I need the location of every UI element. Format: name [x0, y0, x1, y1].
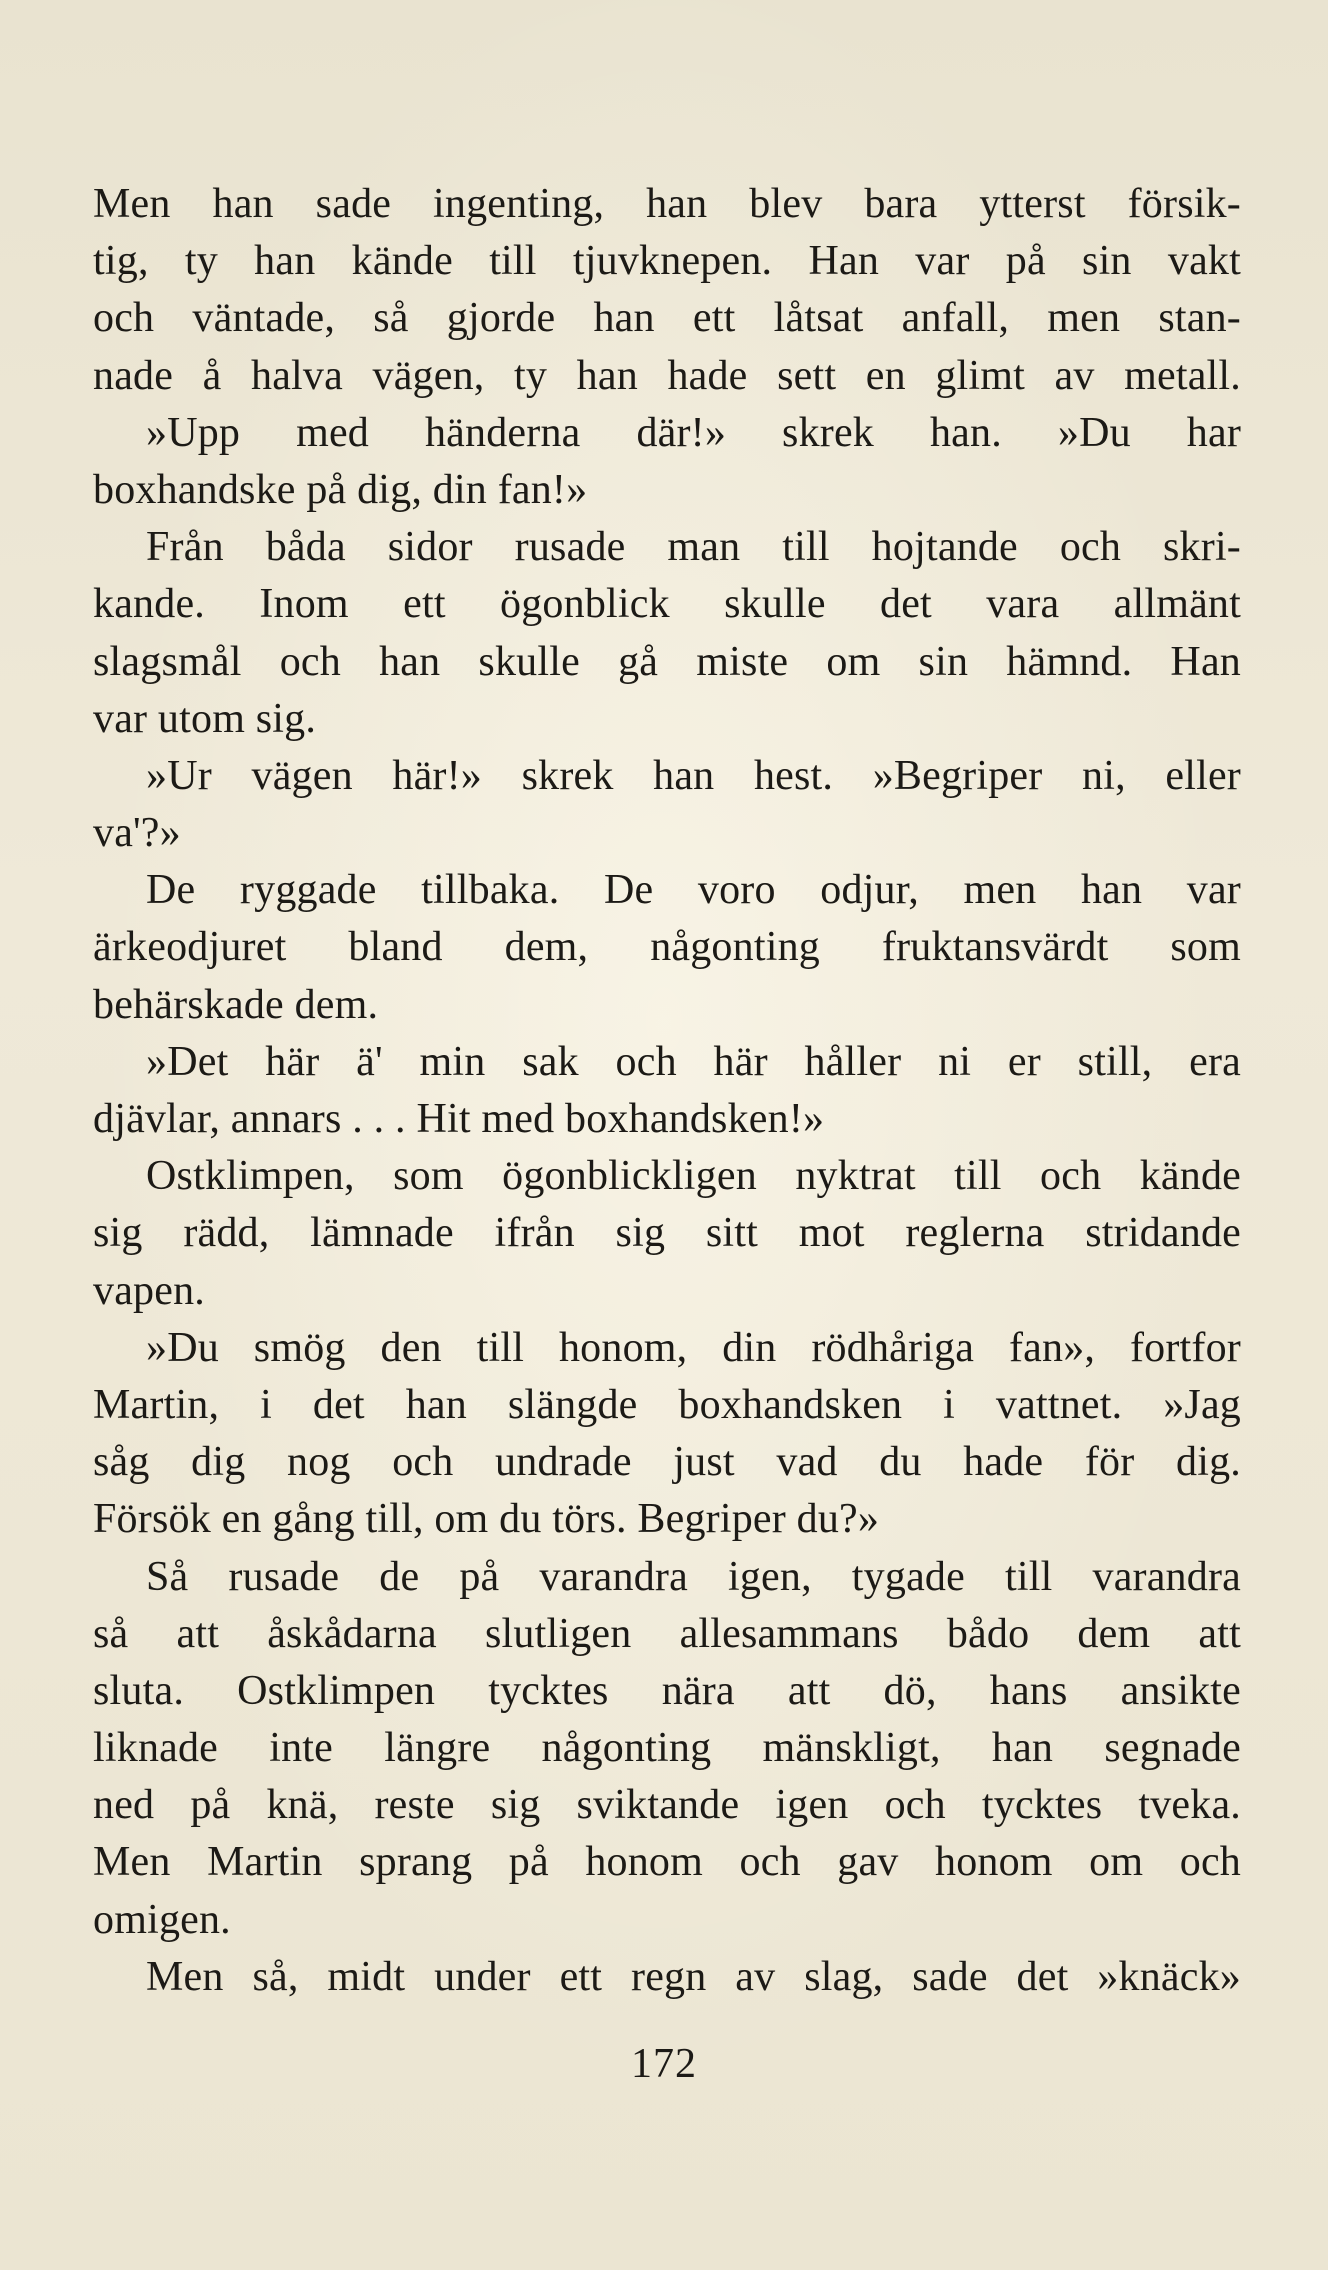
text-line: »Du smög den till honom, din rödhåriga fan», fortfor: [146, 1324, 1241, 1371]
text-line: och väntade, så gjorde han ett låtsat anfall, men stan-: [93, 295, 1241, 342]
text-line: Men han sade ingenting, han blev bara ytterst försik-: [93, 181, 1241, 227]
text-line: ned på knä, reste sig sviktande igen och tycktes tveka.: [93, 1782, 1241, 1829]
text-line: Ostklimpen, som ögonblickligen nyktrat till och kände: [146, 1153, 1241, 1200]
text-line: va'?»: [93, 810, 181, 857]
text-line: djävlar, annars . . . Hit med boxhandsken!»: [93, 1096, 825, 1142]
text-line: nade å halva vägen, ty han hade sett en glimt av metall.: [93, 352, 1241, 399]
text-line: såg dig nog och undrade just vad du hade för dig.: [93, 1439, 1241, 1486]
text-line: De ryggade tillbaka. De voro odjur, men han var: [146, 867, 1241, 914]
text-line: tig, ty han kände till tjuvknepen. Han var på sin vakt: [93, 238, 1241, 285]
text-line: »Ur vägen här!» skrek han hest. »Begriper ni, eller: [146, 752, 1241, 799]
text-line: »Upp med händerna där!» skrek han. »Du har: [146, 409, 1241, 456]
text-line: så att åskådarna slutligen allesammans bådo dem att: [93, 1610, 1241, 1657]
text-line: sig rädd, lämnade ifrån sig sitt mot reglerna stridande: [93, 1210, 1241, 1257]
text-line: Men Martin sprang på honom och gav honom om och: [93, 1839, 1241, 1886]
text-line: Men så, midt under ett regn av slag, sade det »knäck»: [146, 1953, 1241, 2000]
text-line: sluta. Ostklimpen tycktes nära att dö, hans ansikte: [93, 1667, 1241, 1714]
text-line: vapen.: [93, 1267, 205, 1314]
text-line: Från båda sidor rusade man till hojtande och skri-: [146, 524, 1241, 571]
text-line: Så rusade de på varandra igen, tygade till varandra: [146, 1553, 1241, 1600]
text-line: omigen.: [93, 1896, 231, 1943]
text-line: Försök en gång till, om du törs. Begriper du?»: [93, 1496, 880, 1543]
text-line: behärskade dem.: [93, 981, 379, 1028]
text-line: ärkeodjuret bland dem, någonting fruktansvärdt som: [93, 924, 1241, 971]
text-line: boxhandske på dig, din fan!»: [93, 466, 588, 513]
body-text: [93, 176, 1241, 2006]
text-line: liknade inte längre någonting mänskligt, han segnade: [93, 1725, 1241, 1772]
text-line: kande. Inom ett ögonblick skulle det vara allmänt: [93, 581, 1241, 628]
text-line: »Det här ä' min sak och här håller ni er still, era: [146, 1038, 1241, 1085]
text-line: var utom sig.: [93, 695, 317, 742]
page-number: 172: [631, 2041, 697, 2087]
text-line: Martin, i det han slängde boxhandsken i vattnet. »Jag: [93, 1381, 1241, 1428]
text-line: slagsmål och han skulle gå miste om sin hämnd. Han: [93, 638, 1241, 685]
